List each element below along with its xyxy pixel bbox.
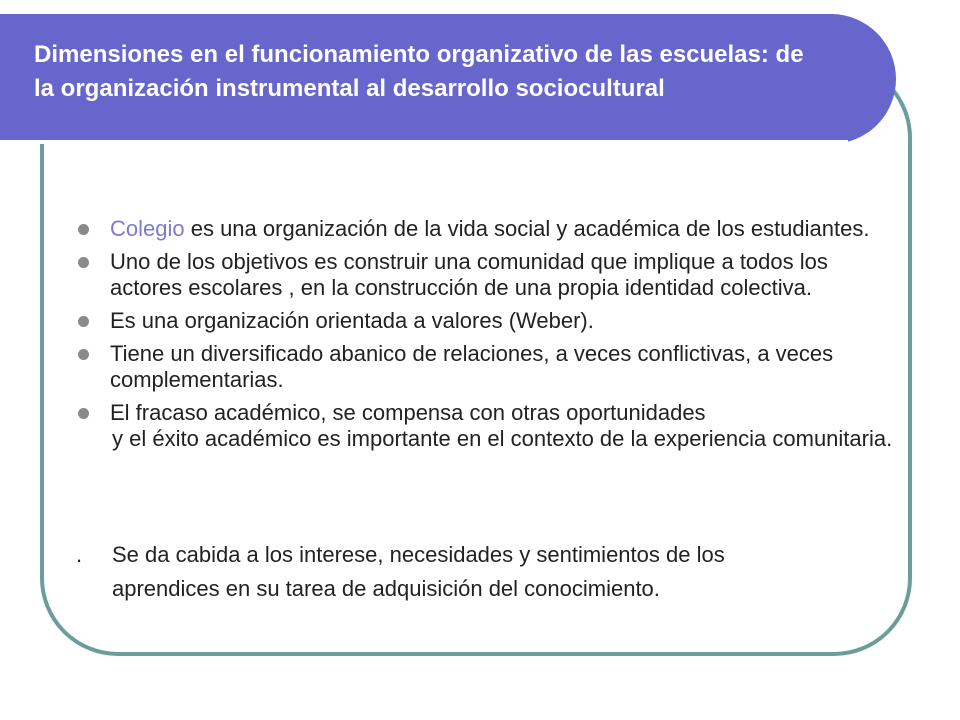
slide-title: Dimensiones en el funcionamiento organizativo de las escuelas: de la organización instrumental al desarrollo sociocultural [34,41,804,102]
extra-marker: . [76,542,83,567]
bullet-text: Tiene un diversificado abanico de relaciones, a veces conflictivas, a veces complementarias. [110,341,834,392]
extra-paragraph [76,538,906,606]
bullet-continuation: y el éxito académico es importante en el contexto de la experiencia comunitaria. [112,426,893,451]
bullet-dot-icon [78,408,89,419]
title-underline [0,140,848,144]
highlight-word: Colegio [110,216,185,241]
bullet-dot-icon [78,349,89,360]
bullet-dot-icon [78,316,89,327]
bullet-text: Es una organización orientada a valores (Weber). [110,308,594,333]
bullet-item [76,249,894,301]
bullet-text: El fracaso académico, se compensa con otras oportunidades [110,400,706,425]
bullet-item [76,216,894,242]
bullet-text: es una organización de la vida social y académica de los estudiantes. [184,216,870,241]
bullet-dot-icon [78,257,89,268]
bullet-text: Uno de los objetivos es construir una comunidad que implique a todos los actores escolares , en la construcción de una propia identidad colectiva. [110,249,828,300]
bullet-item [76,400,894,452]
bullet-list [76,216,894,459]
extra-line-2: aprendices en su tarea de adquisición del conocimiento. [112,576,660,601]
bullet-item [76,308,894,334]
bullet-dot-icon [78,224,89,235]
bullet-item [76,341,894,393]
title-banner [0,14,896,144]
extra-line-1: Se da cabida a los interese, necesidades y sentimientos de los [112,542,725,567]
